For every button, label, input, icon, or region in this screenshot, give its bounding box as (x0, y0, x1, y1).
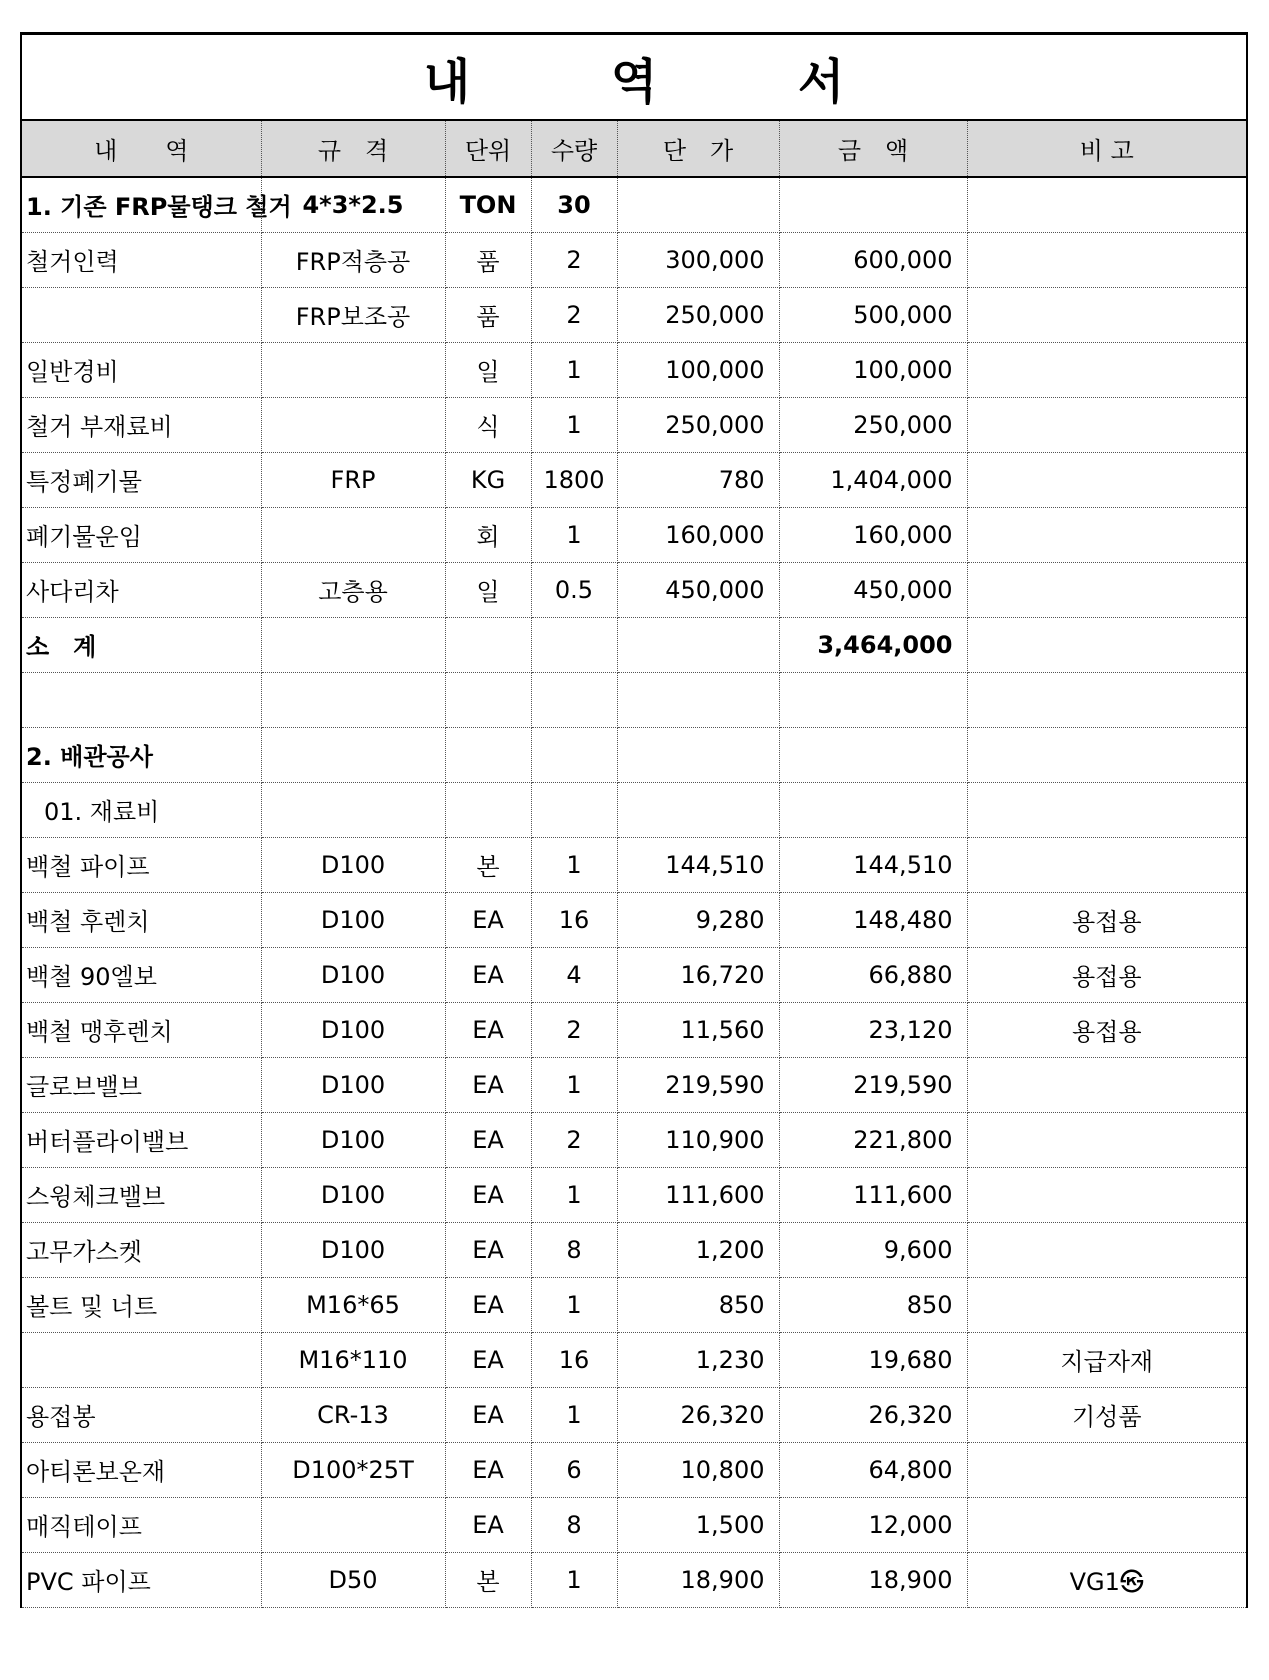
table-row (22, 1222, 1246, 1277)
spec-cell (261, 342, 445, 397)
header-amount: 금 액 (779, 121, 967, 177)
note-cell (967, 397, 1246, 452)
unit-price-cell: 250,000 (617, 397, 779, 452)
unit-cell: EA (445, 892, 531, 947)
amount-cell: 23,120 (779, 1002, 967, 1057)
spec-cell: D100*25T (261, 1442, 445, 1497)
item-name-cell: 일반경비 (22, 342, 261, 397)
estimate-sheet (20, 32, 1248, 1608)
qty-cell: 1 (531, 507, 617, 562)
item-name-cell: 01. 재료비 (22, 782, 261, 837)
item-name-cell: 사다리차 (22, 562, 261, 617)
document-title: 내 역 서 (423, 53, 907, 110)
note-cell (967, 672, 1246, 727)
qty-cell: 16 (531, 892, 617, 947)
qty-cell: 16 (531, 1332, 617, 1387)
unit-price-cell: 11,560 (617, 1002, 779, 1057)
unit-price-cell: 1,500 (617, 1497, 779, 1552)
unit-price-cell: 100,000 (617, 342, 779, 397)
item-name-cell: 백철 후렌치 (22, 892, 261, 947)
spec-cell: M16*110 (261, 1332, 445, 1387)
spec-cell: D100 (261, 837, 445, 892)
amount-cell: 148,480 (779, 892, 967, 947)
spec-cell (261, 672, 445, 727)
item-name-cell: 용접봉 (22, 1387, 261, 1442)
item-name-cell: 특정폐기물 (22, 452, 261, 507)
amount-cell: 250,000 (779, 397, 967, 452)
item-name-cell: 아티론보온재 (22, 1442, 261, 1497)
amount-cell: 26,320 (779, 1387, 967, 1442)
spec-cell: 4*3*2.5 (261, 177, 445, 232)
unit-price-cell: 16,720 (617, 947, 779, 1002)
table-row (22, 1497, 1246, 1552)
unit-cell (445, 672, 531, 727)
unit-price-cell: 9,280 (617, 892, 779, 947)
header-unit-price: 단 가 (617, 121, 779, 177)
unit-cell: 회 (445, 507, 531, 562)
amount-cell: 64,800 (779, 1442, 967, 1497)
header-spec: 규 격 (261, 121, 445, 177)
spec-cell: D100 (261, 1167, 445, 1222)
unit-cell: EA (445, 1167, 531, 1222)
item-name-cell: 글로브밸브 (22, 1057, 261, 1112)
unit-price-cell: 26,320 (617, 1387, 779, 1442)
unit-price-cell (617, 617, 779, 672)
item-name-cell (22, 672, 261, 727)
table-row (22, 232, 1246, 287)
unit-cell: 품 (445, 287, 531, 342)
qty-cell: 2 (531, 232, 617, 287)
amount-cell: 100,000 (779, 342, 967, 397)
qty-cell: 1800 (531, 452, 617, 507)
unit-cell: TON (445, 177, 531, 232)
table-row (22, 452, 1246, 507)
item-name-cell: 철거 부재료비 (22, 397, 261, 452)
spec-cell: D100 (261, 1057, 445, 1112)
table-row (22, 1167, 1246, 1222)
note-cell (967, 1442, 1246, 1497)
item-name-cell: 버터플라이밸브 (22, 1112, 261, 1167)
note-cell (967, 287, 1246, 342)
table-row (22, 617, 1246, 672)
note-cell: 용접용 (967, 892, 1246, 947)
spec-cell: FRP적층공 (261, 232, 445, 287)
note-cell (967, 177, 1246, 232)
header-qty: 수량 (531, 121, 617, 177)
qty-cell (531, 617, 617, 672)
qty-cell: 1 (531, 1167, 617, 1222)
note-cell (967, 1277, 1246, 1332)
qty-cell: 30 (531, 177, 617, 232)
unit-price-cell (617, 177, 779, 232)
unit-price-cell: 144,510 (617, 837, 779, 892)
item-name-cell: 소 계 (22, 617, 261, 672)
unit-cell: EA (445, 1057, 531, 1112)
amount-cell: 144,510 (779, 837, 967, 892)
qty-cell: 1 (531, 1277, 617, 1332)
note-cell (967, 232, 1246, 287)
table-row (22, 837, 1246, 892)
spec-cell: D100 (261, 1002, 445, 1057)
table-body (22, 177, 1246, 1607)
amount-cell: 111,600 (779, 1167, 967, 1222)
header-unit: 단위 (445, 121, 531, 177)
unit-cell (445, 782, 531, 837)
table-row (22, 1332, 1246, 1387)
item-name-cell: 폐기물운임 (22, 507, 261, 562)
unit-price-cell: 111,600 (617, 1167, 779, 1222)
amount-cell: 18,900 (779, 1552, 967, 1607)
table-row (22, 1552, 1246, 1607)
note-cell: 용접용 (967, 947, 1246, 1002)
item-name-cell: 철거인력 (22, 232, 261, 287)
spec-cell (261, 727, 445, 782)
item-name-cell (22, 287, 261, 342)
unit-price-cell: 850 (617, 1277, 779, 1332)
unit-cell: EA (445, 1112, 531, 1167)
table-row (22, 397, 1246, 452)
amount-cell (779, 782, 967, 837)
spec-cell (261, 782, 445, 837)
amount-cell: 66,880 (779, 947, 967, 1002)
table-row (22, 342, 1246, 397)
amount-cell: 600,000 (779, 232, 967, 287)
qty-cell: 0.5 (531, 562, 617, 617)
spec-cell: D50 (261, 1552, 445, 1607)
qty-cell: 8 (531, 1222, 617, 1277)
qty-cell: 1 (531, 1387, 617, 1442)
amount-cell (779, 727, 967, 782)
unit-cell: EA (445, 1442, 531, 1497)
unit-price-cell: 300,000 (617, 232, 779, 287)
table-row (22, 177, 1246, 232)
unit-cell: KG (445, 452, 531, 507)
note-cell: 기성품 (967, 1387, 1246, 1442)
unit-cell: EA (445, 947, 531, 1002)
amount-cell: 450,000 (779, 562, 967, 617)
unit-price-cell: 18,900 (617, 1552, 779, 1607)
unit-price-cell: 780 (617, 452, 779, 507)
table-row (22, 1002, 1246, 1057)
amount-cell: 850 (779, 1277, 967, 1332)
unit-cell: 식 (445, 397, 531, 452)
note-cell (967, 782, 1246, 837)
table-row (22, 782, 1246, 837)
qty-cell: 2 (531, 287, 617, 342)
note-cell: VG1㉿ (967, 1552, 1246, 1607)
unit-cell: EA (445, 1332, 531, 1387)
qty-cell: 1 (531, 342, 617, 397)
note-cell (967, 727, 1246, 782)
unit-price-cell (617, 782, 779, 837)
qty-cell: 4 (531, 947, 617, 1002)
table-row (22, 562, 1246, 617)
estimate-table (22, 121, 1246, 1608)
note-cell (967, 507, 1246, 562)
table-row (22, 727, 1246, 782)
spec-cell (261, 507, 445, 562)
table-row (22, 1057, 1246, 1112)
amount-cell: 221,800 (779, 1112, 967, 1167)
qty-cell: 8 (531, 1497, 617, 1552)
table-row (22, 1277, 1246, 1332)
table-row (22, 507, 1246, 562)
item-name-cell: 2. 배관공사 (22, 727, 261, 782)
table-row (22, 1387, 1246, 1442)
qty-cell (531, 672, 617, 727)
spec-cell: M16*65 (261, 1277, 445, 1332)
unit-price-cell (617, 727, 779, 782)
amount-cell (779, 672, 967, 727)
qty-cell (531, 782, 617, 837)
item-name-cell: 1. 기존 FRP물탱크 철거 (22, 177, 261, 232)
amount-cell: 19,680 (779, 1332, 967, 1387)
note-cell (967, 1112, 1246, 1167)
unit-price-cell: 450,000 (617, 562, 779, 617)
qty-cell: 2 (531, 1002, 617, 1057)
unit-cell: 일 (445, 562, 531, 617)
item-name-cell (22, 1332, 261, 1387)
spec-cell: FRP (261, 452, 445, 507)
item-name-cell: 볼트 및 너트 (22, 1277, 261, 1332)
table-row (22, 892, 1246, 947)
item-name-cell: 고무가스켓 (22, 1222, 261, 1277)
spec-cell: D100 (261, 1112, 445, 1167)
unit-cell: EA (445, 1002, 531, 1057)
unit-cell: 일 (445, 342, 531, 397)
unit-price-cell: 160,000 (617, 507, 779, 562)
item-name-cell: 백철 90엘보 (22, 947, 261, 1002)
item-name-cell: 백철 맹후렌치 (22, 1002, 261, 1057)
amount-cell: 219,590 (779, 1057, 967, 1112)
unit-price-cell: 10,800 (617, 1442, 779, 1497)
amount-cell: 1,404,000 (779, 452, 967, 507)
note-cell (967, 617, 1246, 672)
spec-cell: CR-13 (261, 1387, 445, 1442)
note-cell (967, 1057, 1246, 1112)
unit-cell: EA (445, 1277, 531, 1332)
item-name-cell: 매직테이프 (22, 1497, 261, 1552)
amount-cell (779, 177, 967, 232)
qty-cell (531, 727, 617, 782)
unit-cell: 본 (445, 837, 531, 892)
item-name-cell: 백철 파이프 (22, 837, 261, 892)
unit-price-cell: 1,200 (617, 1222, 779, 1277)
header-note: 비 고 (967, 121, 1246, 177)
note-cell (967, 342, 1246, 397)
note-cell (967, 1167, 1246, 1222)
qty-cell: 2 (531, 1112, 617, 1167)
spec-cell: 고층용 (261, 562, 445, 617)
qty-cell: 1 (531, 1057, 617, 1112)
qty-cell: 1 (531, 1552, 617, 1607)
note-cell: 용접용 (967, 1002, 1246, 1057)
unit-cell (445, 617, 531, 672)
item-name-cell: PVC 파이프 (22, 1552, 261, 1607)
header-row (22, 121, 1246, 177)
qty-cell: 6 (531, 1442, 617, 1497)
note-cell (967, 1497, 1246, 1552)
spec-cell: D100 (261, 892, 445, 947)
unit-cell: EA (445, 1387, 531, 1442)
unit-cell: 품 (445, 232, 531, 287)
qty-cell: 1 (531, 397, 617, 452)
note-cell: 지급자재 (967, 1332, 1246, 1387)
unit-cell: EA (445, 1497, 531, 1552)
table-row (22, 1442, 1246, 1497)
table-row (22, 287, 1246, 342)
table-row (22, 672, 1246, 727)
spec-cell: D100 (261, 947, 445, 1002)
note-cell (967, 837, 1246, 892)
spec-cell (261, 1497, 445, 1552)
amount-cell: 3,464,000 (779, 617, 967, 672)
unit-price-cell: 110,900 (617, 1112, 779, 1167)
unit-cell: 본 (445, 1552, 531, 1607)
amount-cell: 9,600 (779, 1222, 967, 1277)
unit-price-cell: 250,000 (617, 287, 779, 342)
amount-cell: 12,000 (779, 1497, 967, 1552)
title-row (22, 35, 1246, 121)
note-cell (967, 562, 1246, 617)
unit-cell: EA (445, 1222, 531, 1277)
header-item: 내 역 (22, 121, 261, 177)
spec-cell: FRP보조공 (261, 287, 445, 342)
spec-cell: D100 (261, 1222, 445, 1277)
amount-cell: 160,000 (779, 507, 967, 562)
qty-cell: 1 (531, 837, 617, 892)
amount-cell: 500,000 (779, 287, 967, 342)
spec-cell (261, 397, 445, 452)
table-row (22, 1112, 1246, 1167)
note-cell (967, 452, 1246, 507)
spec-cell (261, 617, 445, 672)
item-name-cell: 스윙체크밸브 (22, 1167, 261, 1222)
unit-price-cell (617, 672, 779, 727)
table-row (22, 947, 1246, 1002)
note-cell (967, 1222, 1246, 1277)
unit-cell (445, 727, 531, 782)
unit-price-cell: 1,230 (617, 1332, 779, 1387)
unit-price-cell: 219,590 (617, 1057, 779, 1112)
